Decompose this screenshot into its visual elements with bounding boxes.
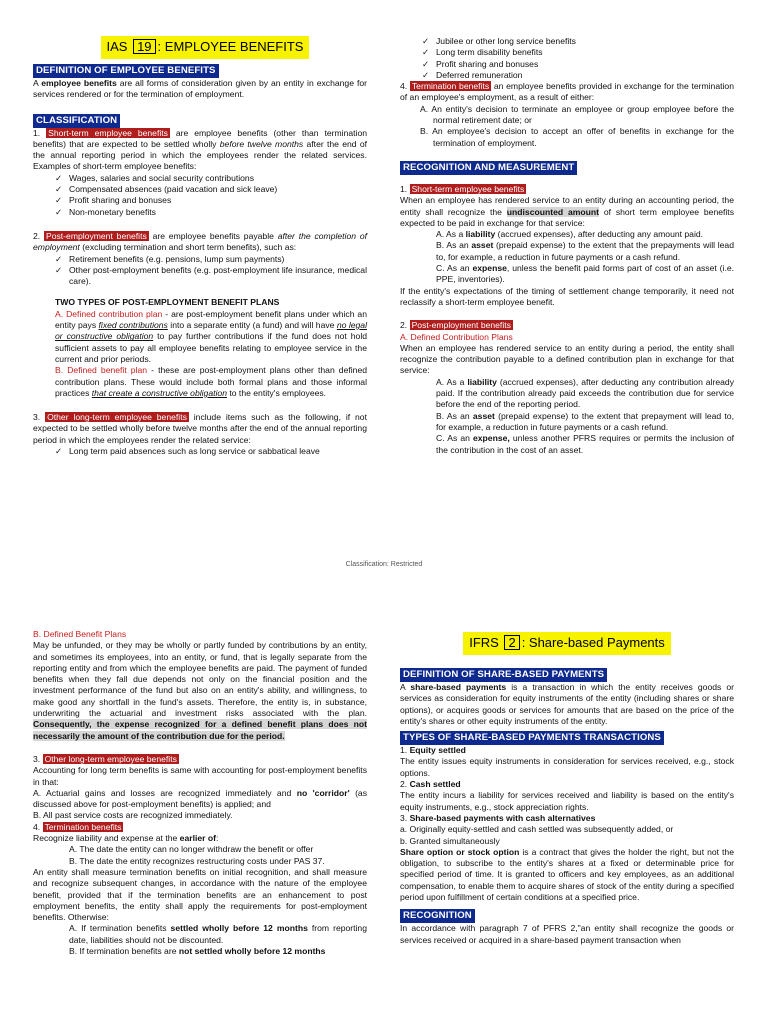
termination-measure-a: A. If termination benefits settled wholly before 12 months from reporting date, liabilities should not be discounted.	[69, 923, 367, 945]
check-icon: ✓	[55, 195, 63, 206]
other-long-term-paragraph: 3. Other long-term employee benefits include items such as the following, if not expected to be settled wholly before twelve months after the end of the annual reporting period in which the employees render the related service:	[33, 412, 367, 445]
check-icon: ✓	[422, 58, 430, 69]
other-long-term-list-continued	[400, 36, 734, 81]
classification-footer: Classification: Restricted	[345, 561, 423, 568]
check-icon: ✓	[55, 206, 63, 217]
other-long-term-item-b: B. All past service costs are recognized immediately.	[33, 810, 233, 821]
check-icon: ✓	[55, 172, 63, 183]
list-item: ✓ Long term disability benefits	[422, 47, 543, 58]
section-heading-definition: DEFINITION OF EMPLOYEE BENEFITS	[33, 64, 219, 78]
dbp-heading: B. Defined Benefit Plans	[33, 629, 127, 639]
rm-short-term-note: If the entity's expectations of the timing of settlement change temporarily, it need not reclassify a short-term employee benefit.	[400, 285, 734, 307]
check-icon: ✓	[55, 446, 63, 457]
type-equity-paragraph: The entity issues equity instruments in consideration for services received, e.g., stock options.	[400, 756, 734, 778]
type-cash-heading: 2. Cash settled	[400, 779, 461, 790]
section-heading-sbp-types: TYPES OF SHARE-BASED PAYMENTS TRANSACTIONS	[400, 731, 664, 745]
type-alternatives-item-b: b. Granted simultaneously	[400, 835, 500, 846]
post-employment-list	[33, 254, 367, 288]
section-heading-classification: CLASSIFICATION	[33, 114, 120, 128]
other-long-term-heading: 3. Other long-term employee benefits	[33, 753, 177, 764]
termination-heading: 4. Termination benefits	[33, 821, 122, 832]
defined-benefit-paragraph: B. Defined benefit plan - these are post-employment plans other than defined contribution plans. These would include both formal plans and those informal practices that create a constructive obligation to the entity's employees.	[55, 365, 367, 398]
section-heading-sbp-definition: DEFINITION OF SHARE-BASED PAYMENTS	[400, 668, 607, 682]
rm-short-term-item-a: A. As a liability (accrued expenses), after deducting any amount paid.	[436, 229, 704, 240]
section-heading-recognition: RECOGNITION	[400, 909, 475, 923]
definition-paragraph: A employee benefits are all forms of consideration given by an entity in exchange for services rendered or for the termination of employment.	[33, 78, 367, 100]
termination-measure-b: B. If termination benefits are not settled wholly before 12 months	[69, 946, 326, 957]
type-cash-paragraph: The entity incurs a liability for services received and liability is based on the entity's equity instruments, e.g., stock appreciation rights.	[400, 790, 734, 812]
page1-left-column	[33, 36, 367, 457]
check-icon: ✓	[422, 36, 430, 46]
rm-dcp-item-b: B. As an asset (prepaid expense) to the extent that prepayment will lead to, for example, a reduction in future payments or a cash refund.	[436, 410, 734, 432]
rm-dcp-item-a: A. As a liability (accrued expenses), after deducting any contribution already paid. If the contribution already paid exceeds the contribution due for service before the end of the reporting period.	[436, 376, 734, 410]
recognition-paragraph: In accordance with paragraph 7 of PFRS 2,"an entity shall recognize the goods or services received or acquired in a share-based payment transaction when	[400, 923, 734, 945]
termination-item-a: A. The date the entity can no longer withdraw the benefit or offer	[69, 844, 314, 855]
short-term-paragraph: 1. Short-term employee benefits are employee benefits (other than termination benefits) that are expected to be settled wholly before twelve months after the end of the annual reporting period in which the employees render the related services. Examples of short-term employee benefits:	[33, 127, 368, 172]
check-icon: ✓	[55, 264, 63, 275]
post-employment-paragraph: 2. Post-employment benefits are employee benefits payable after the completion of employment (excluding termination and short term benefits), such as:	[33, 230, 367, 253]
rm-dcp-paragraph: When an employee has rendered service to an entity during a period, the entity shall recognize the contribution payable to a defined contribution plan in exchange for that service:	[400, 342, 734, 376]
list-item: ✓ Long term paid absences such as long service or sabbatical leave	[55, 446, 320, 457]
rm-dcp-subheading: A. Defined Contribution Plans	[400, 331, 513, 342]
defined-contribution-paragraph: A. Defined contribution plan - are post-employment benefit plans under which an entity pays fixed contributions into a separate entity (a fund) and will have no legal or constructive obligation to pay further contributions if the fund does not hold sufficient assets to pay all employee benefits relating to employee service in the current and prior periods.	[55, 308, 368, 364]
other-long-term-list	[33, 446, 367, 457]
type-alternatives-item-a: a. Originally equity-settled and cash settled was subsequently added, or	[400, 824, 674, 835]
other-long-term-item-a: A. Actuarial gains and losses are recognized immediately and no 'corridor' (as discussed above for post-employment benefits) is applied; and	[33, 787, 368, 810]
rm-post-employment-heading: 2. Post-employment benefits	[400, 320, 511, 331]
check-icon: ✓	[422, 47, 430, 58]
check-icon: ✓	[55, 253, 63, 264]
section-heading-recognition-measurement: RECOGNITION AND MEASUREMENT	[400, 161, 577, 175]
page1-right-column	[400, 36, 734, 456]
list-item: ✓ Profit sharing and bonuses	[422, 58, 539, 69]
check-icon: ✓	[55, 184, 63, 195]
list-item: ✓ Deferred remuneration	[422, 69, 523, 80]
dbp-paragraph: May be unfunded, or they may be wholly or partly funded by contributions by an entity, and sometimes its employees, into an entity, or fund, that is legally separate from the reporting entity and from which the employee benefits are paid. The payment of funded benefits when they fall due depends not only on the financial position and the investment performance of the fund but also on an entity's ability, and willingness, to make good any shortfall in the fund's assets. Therefore, the entity is, in substance, underwriting the actuarial and investment risks associated with the plan. Consequently, the expense recognized for a defined benefit plans does not necessarily the amount of the contribution due for the period.	[33, 640, 367, 741]
list-item: ✓ Jubilee or other long service benefits	[422, 36, 576, 46]
termination-item-b: B. An employee's decision to accept an offer of benefits in exchange for the termination of employment.	[420, 126, 734, 148]
list-item: ✓ Wages, salaries and social security contributions	[55, 172, 255, 183]
type-alternatives-heading: 3. Share-based payments with cash alternatives	[400, 812, 596, 823]
rm-dcp-item-c: C. As an expense, unless another PFRS requires or permits the inclusion of the contribution in the cost of an asset.	[436, 433, 734, 455]
ifrs2-title: IFRS 2 : Share-based Payments	[463, 632, 671, 655]
ias19-title: IAS 19 : EMPLOYEE BENEFITS	[101, 36, 310, 59]
rm-short-term-item-b: B. As an asset (prepaid expense) to the extent that the prepayments will lead to, for example, a reduction in future payments or a cash refund.	[436, 240, 734, 262]
list-item: ✓ Non-monetary benefits	[55, 206, 156, 217]
page2-left-column	[33, 629, 367, 957]
list-item: ✓ Other post-employment benefits (e.g. post-employment life insurance, medical care).	[55, 264, 367, 287]
termination-item-a: A. An entity's decision to terminate an employee or group employee before the normal retirement date; or	[420, 103, 734, 126]
list-item: ✓ Retirement benefits (e.g. pensions, lump sum payments)	[55, 253, 285, 264]
page2-right-column	[400, 632, 734, 946]
termination-paragraph: 4. Termination benefits an employee benefits provided in exchange for the termination of an employee's employment, as a result of either:	[400, 81, 734, 103]
check-icon: ✓	[422, 69, 430, 80]
rm-short-term-heading: 1. Short-term employee benefits	[400, 183, 525, 194]
two-types-heading: TWO TYPES OF POST-EMPLOYMENT BENEFIT PLANS	[55, 297, 280, 308]
termination-recognize: Recognize liability and expense at the earlier of:	[33, 833, 219, 844]
rm-short-term-paragraph: When an employee has rendered service to an entity during an accounting period, the entity shall recognize the undiscounted amount of short term employee benefits expected to be paid in exchange for that service:	[400, 195, 734, 228]
short-term-examples-list	[33, 173, 367, 218]
other-long-term-paragraph: Accounting for long term benefits is same with accounting for post-employment benefits in that:	[33, 765, 367, 787]
sbp-definition-paragraph: A share-based payments is a transaction in which the entity receives goods or services as consideration for equity instruments of the entity (including shares or share options), or acquires goods or services for amounts that are based on the price of the entity's shares or other equity instruments of the entity.	[400, 682, 735, 726]
list-item: ✓ Compensated absences (paid vacation and sick leave)	[55, 184, 278, 195]
type-equity-heading: 1. Equity settled	[400, 745, 466, 756]
termination-measure-paragraph: An entity shall measure termination benefits on initial recognition, and shall measure and recognize subsequent changes, in accordance with the nature of the employee benefit, provided that if the termination benefits are an enhancement to post employment benefits, the entity shall apply the requirements for post-employment benefits. Otherwise:	[33, 866, 367, 923]
list-item: ✓ Profit sharing and bonuses	[55, 195, 172, 206]
share-option-paragraph: Share option or stock option is a contract that gives the holder the right, but not the obligation, to subscribe to the entity's shares at a fixed or determinable price for specified period of time. It is granted to officers and key employees, as an additional compensation, to enable them to acquire shares of stock of the entity during a specified period upon fulfillment of certain conditions at a specified price.	[400, 846, 734, 903]
termination-item-b: B. The date the entity recognizes restructuring costs under PAS 37.	[69, 855, 325, 866]
rm-short-term-item-c: C. As an expense, unless the benefit paid forms part of cost of an asset (i.e. PPE, inventories).	[436, 263, 734, 285]
